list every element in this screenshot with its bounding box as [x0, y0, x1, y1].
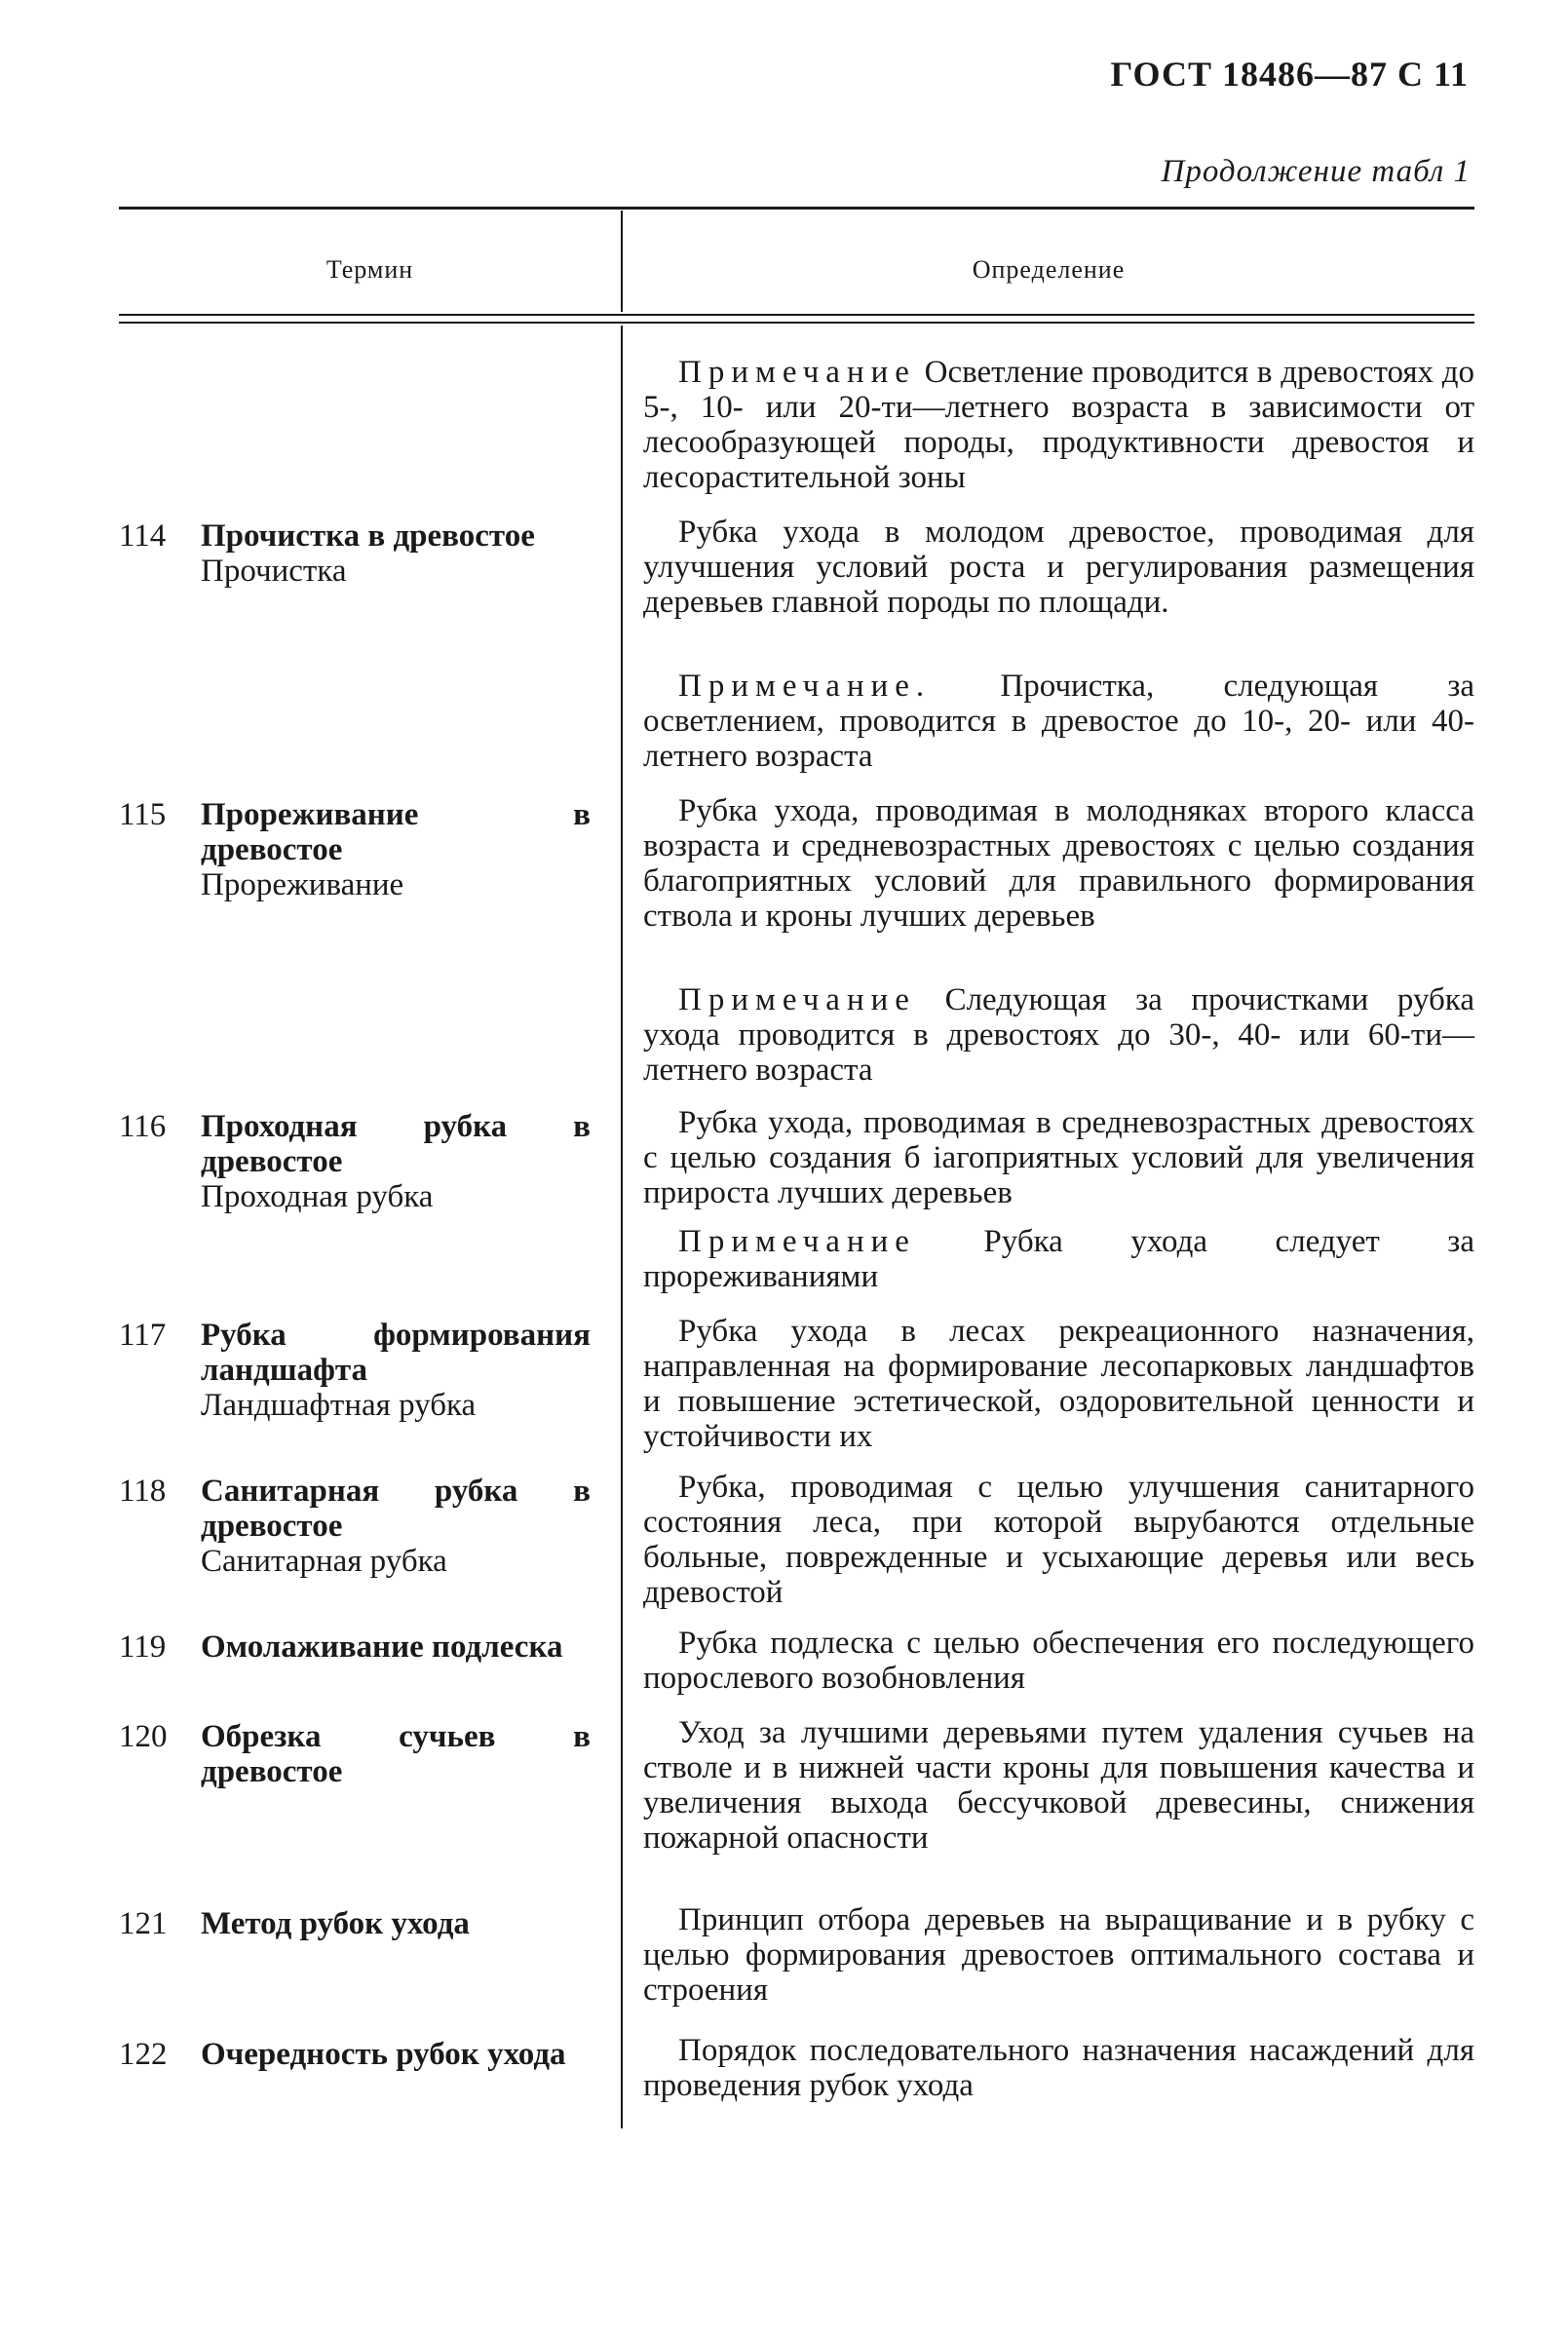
term-short-form: Прочистка — [201, 554, 347, 589]
term-entry — [201, 797, 591, 902]
term-name: Проходная рубка в древостое — [201, 1109, 591, 1179]
column-divider-body — [621, 326, 623, 2128]
term-number: 122 — [119, 2037, 168, 2072]
term-name: Метод рубок ухода — [201, 1906, 470, 1941]
term-entry — [201, 1719, 591, 1789]
definition-note — [643, 1224, 1474, 1294]
term-number: 115 — [119, 797, 167, 832]
term-number: 114 — [119, 518, 167, 554]
term-entry — [201, 1474, 591, 1579]
term-definition: Порядок последовательного назначения насаждений для проведения рубок ухода — [643, 2033, 1474, 2103]
term-definition: Уход за лучшими деревьями путем удаления сучьев на стволе и в нижней части кроны для повышения качества и увеличения выхода бессучковой древесины, снижения пожарной опасности — [643, 1715, 1474, 1856]
term-entry — [201, 2037, 591, 2072]
header-bottom-rule-1 — [119, 314, 1474, 316]
term-name: Очередность рубок ухода — [201, 2037, 566, 2072]
term-entry — [201, 1906, 591, 1941]
term-name: Обрезка сучьев в древостое — [201, 1719, 591, 1789]
term-number: 121 — [119, 1906, 168, 1941]
definition-note — [643, 669, 1474, 774]
term-name: Прореживание в древостое — [201, 797, 591, 867]
term-short-form: Прореживание — [201, 867, 404, 902]
term-name: Рубка формирования ландшафта — [201, 1318, 591, 1388]
table-top-rule — [119, 207, 1474, 210]
term-entry — [201, 518, 591, 589]
note-text: Осветление проводится в древостоях до 5-, 10- или 20-ти—летнего возраста в зависимости от лесообразующей породы, продуктивности древостоя и лесорастительной зоны — [643, 355, 1474, 495]
term-name: Санитарная рубка в древостое — [201, 1474, 591, 1544]
term-entry — [201, 1109, 591, 1214]
note-label: Примечание — [678, 1224, 916, 1259]
term-short-form: Санитарная рубка — [201, 1544, 447, 1579]
term-definition: Принцип отбора деревьев на выращивание и в рубку с целью формирования древостоев оптимального состава и строения — [643, 1902, 1474, 2008]
term-number: 116 — [119, 1109, 167, 1144]
term-definition: Рубка ухода в лесах рекреационного назначения, направленная на формирование лесопарковых ландшафтов и повышение эстетической, оздоровительной ценности и устойчивости их — [643, 1314, 1474, 1454]
document-header: ГОСТ 18486—87 С 11 — [1110, 55, 1469, 94]
term-number: 117 — [119, 1318, 167, 1353]
table-continuation-label: Продолжение табл 1 — [1161, 154, 1471, 189]
term-entry — [201, 1629, 591, 1665]
term-number: 119 — [119, 1629, 167, 1665]
note-label: Примечание — [678, 355, 916, 390]
column-header-term: Термин — [325, 255, 414, 284]
term-definition: Рубка ухода, проводимая в средневозрастных древостоях с целью создания б iагоприятных условий для увеличения прироста лучших деревьев — [643, 1105, 1474, 1210]
term-definition: Рубка ухода, проводимая в молодняках второго класса возраста и средневозрастных древостоях с целью создания благоприятных условий для правильного формирования ствола и кроны лучших деревьев — [643, 793, 1474, 934]
term-name: Прочистка в древостое — [201, 518, 535, 554]
term-name: Омолаживание подлеска — [201, 1629, 563, 1665]
note-label: Примечание — [678, 982, 916, 1017]
column-header-definition: Определение — [972, 255, 1126, 284]
term-definition: Рубка, проводимая с целью улучшения санитарного состояния леса, при которой вырубаются отдельные больные, поврежденные и усыхающие деревья или весь древостой — [643, 1470, 1474, 1610]
header-bottom-rule-2 — [119, 322, 1474, 324]
term-short-form: Проходная рубка — [201, 1179, 434, 1214]
term-definition: Рубка подлеска с целью обеспечения его последующего порослевого возобновления — [643, 1626, 1474, 1696]
note-label: Примечание. — [678, 669, 932, 704]
note-text: Прочистка, следующая за осветлением, проводится в древостое до 10-, 20- или 40-летнего возраста — [643, 669, 1474, 774]
note-text: Следующая за прочистками рубка ухода проводится в древостоях до 30-, 40- или 60-ти—летнего возраста — [643, 982, 1474, 1088]
definition-note — [643, 982, 1474, 1088]
term-number: 120 — [119, 1719, 168, 1754]
note-text: Рубка ухода следует за прореживаниями — [643, 1224, 1474, 1294]
term-number: 118 — [119, 1474, 167, 1509]
term-short-form: Ландшафтная рубка — [201, 1388, 477, 1423]
term-entry — [201, 1318, 591, 1423]
definition-note — [643, 355, 1474, 495]
term-definition: Рубка ухода в молодом древостое, проводимая для улучшения условий роста и регулирования размещения деревьев главной породы по площади. — [643, 515, 1474, 620]
